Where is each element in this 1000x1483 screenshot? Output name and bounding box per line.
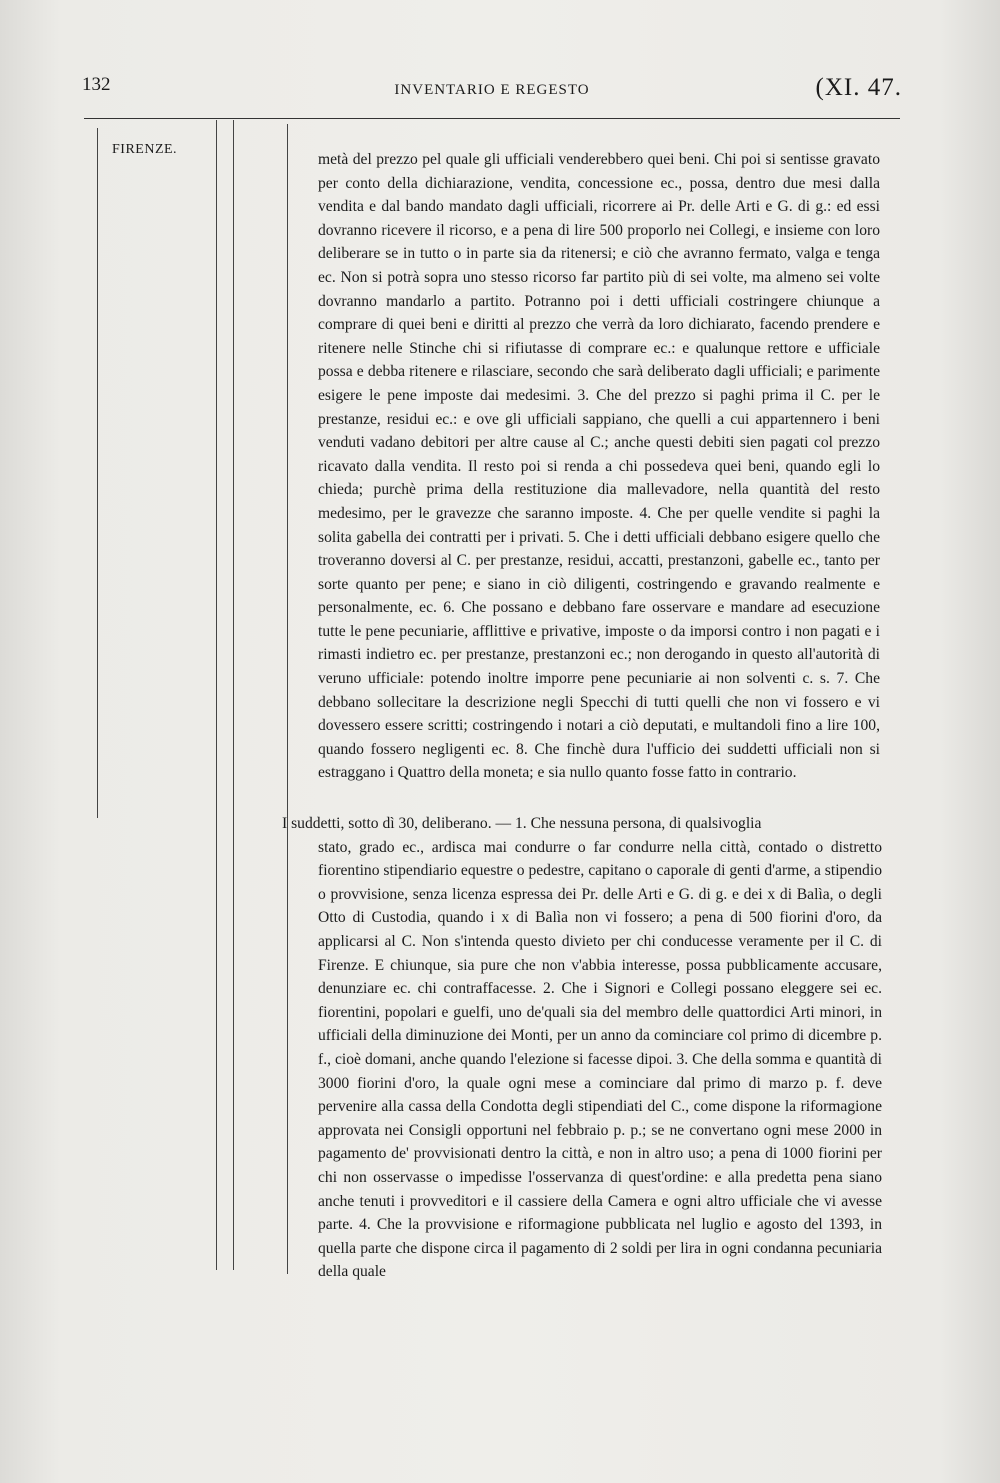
section-reference: (XI. 47.	[815, 74, 902, 101]
paragraph-lead: I suddetti, sotto dì 30, deliberano. — 1. Che nessuna persona, di qualsivoglia	[282, 815, 762, 832]
page-header	[82, 74, 902, 110]
margin-place-label: FIRENZE.	[112, 142, 178, 157]
running-title: INVENTARIO E REGESTO	[394, 82, 590, 98]
paragraph-text: stato, grado ec., ardisca mai condurre o far condurre nella città, contado o distretto fiorentino stipendiario equestre o pedestre, capitano o caporale di genti d'arme, a stipendio o provvisione, senza licenza espressa dei Pr. delle Arti e G. di g. e dei x di Balìa, o degli Otto di Custodia, quando i x di Balìa non vi fossero; a pena di 500 fiorini d'oro, da applicarsi al C. Non s'intenda questo divieto per chi conducesse veramente per il C. di Firenze. E chiunque, sia pure che non v'abbia interesse, possa pubblicamente accusare, denunziare ec. chi contraffacesse. 2. Che i Signori e Collegi possano eleggere sei ec. fiorentini, popolari e guelfi, uno de'quali sia del membro delle quattordici Arti minori, in ufficiali della diminuzione dei Monti, per un anno da cominciare col primo di dicembre p. f., cioè domani, anche quando l'elezione si facesse dipoi. 3. Che della somma e quantità di 3000 fiorini d'oro, la quale ogni mese a cominciare dal primo di marzo p. f. deve pervenire alla cassa della Condotta degli stipendiati del C., come dispone la riformagione approvata nei Consigli opportuni nel febbraio p. p.; se ne convertano ogni mese 2000 in pagamento de' provvisionati dentro la città, e non in altro uso; a pena di 1000 fiorini per chi non osservasse o impedisse l'osservanza di quest'ordine: e alla predetta pena siano anche tenuti i provveditori e il cassiere della Camera e ogni altro ufficiale che vi avesse parte. 4. Che la provvisione e riformagione pubblicata nel luglio e agosto del 1393, in quella parte che dispone circa il pagamento di 2 soldi per lira in ogni condanna pecuniaria della quale	[318, 838, 882, 1281]
header-rule	[84, 118, 900, 119]
body-paragraph-2	[282, 812, 882, 1284]
page-number: 132	[82, 74, 111, 95]
margin-rule-3	[233, 120, 234, 1270]
body-paragraph-1	[318, 148, 880, 785]
paragraph-text: metà del prezzo pel quale gli ufficiali venderebbero quei beni. Chi poi si sentisse gravato per conto della dichiarazione, vendita, concessione ec., possa, dentro due mesi dalla vendita e dal bando mandato dagli ufficiali, ricorrere ai Pr. delle Arti e G. di g.: ed essi dovranno ricevere il ricorso, e a pena di lire 500 proporlo nei Collegi, e insieme con loro deliberare se in tutto o in parte sia da ritenersi; e ciò che avranno fermato, valga e tenga ec. Non si potrà sopra uno stesso ricorso far partito più di sei volte, ma almeno sei volte dovranno mandarlo a partito. Potranno poi i detti ufficiali costringere chiunque a comprare di quei beni e diritti al prezzo che verrà da loro dichiarato, facendo prendere e ritenere nelle Stinche chi si rifiutasse di comprare ec.: e qualunque rettore e ufficiale possa e debba ritenere e rilasciare, secondo che sarà deliberato dagli ufficiali; e parimente esigere le pene imposte dai medesimi. 3. Che del prezzo si paghi prima il C. per le prestanze, residui ec.: e ove gli ufficiali sappiano, che quelli a cui appartennero i beni venduti vadano debitori per altre cause al C.; anche questi debiti sien pagati col prezzo ricavato dalla vendita. Il resto poi si renda a chi possedeva quei beni, quando egli lo chieda; purchè prima della restituzione dia mallevadore, nella quantità del resto medesimo, per le gravezze che saranno imposte. 4. Che per quelle vendite si paghi la solita gabella dei contratti per i privati. 5. Che i detti ufficiali debbano esigere quello che troveranno doversi al C. per prestanze, residui, accatti, prestanzoni, gabelle ec., tanto per sorte quanto per pene; e siano in ciò diligenti, costringendo e gravando realmente e personalmente, ec. 6. Che possano e debbano fare osservare e mandare ad esecuzione tutte le pene pecuniarie, afflittive e privative, imposte o da imporsi contro i non pagati e i rimasti indietro ec. per prestanze, prestanzoni ec.; non derogando in questo all'autorità di veruno ufficiale: potendo inoltre imporre pene pecuniarie ai non solventi c. s. 7. Che debbano sollecitare la descrizione negli Specchi di tutti quelli che non vi fossero e vi dovessero essere scritti; costringendo i notari a ciò deputati, e multandoli fino a lire 100, quando fossero negligenti ec. 8. Che finchè dura l'ufficio dei suddetti ufficiali non si estraggano i Quattro della moneta; e sia nullo quanto fosse fatto in contrario.	[318, 151, 880, 782]
margin-rule-2	[216, 120, 217, 1270]
margin-rule-1	[97, 128, 98, 818]
